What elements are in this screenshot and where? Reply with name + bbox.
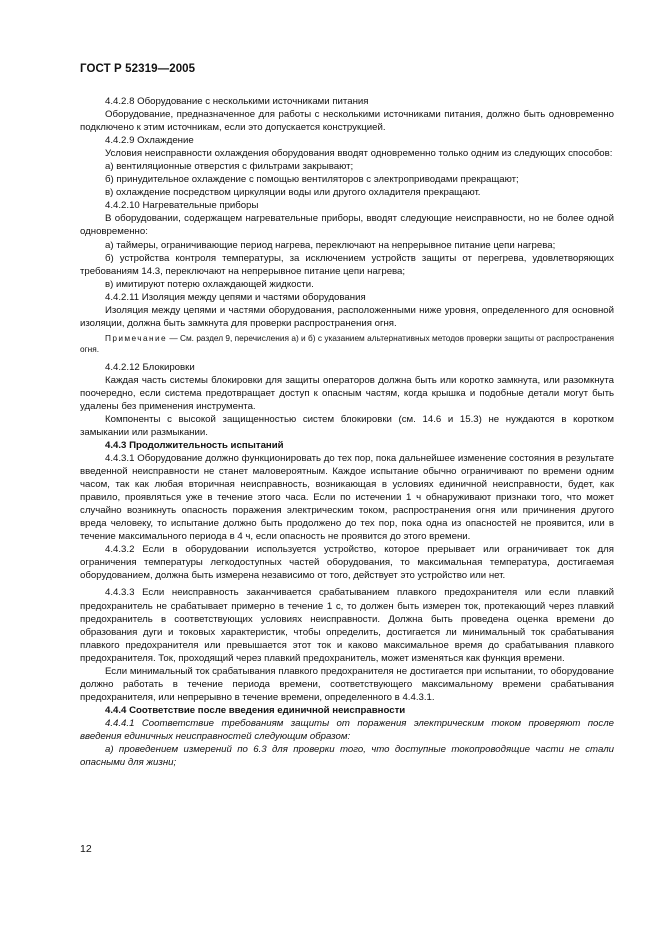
paragraph: в) имитируют потерю охлаждающей жидкости. [105,278,314,290]
paragraph: б) принудительное охлаждение с помощью вентиляторов с электроприводами прекращают; [105,174,519,186]
paragraph: 4.4.2.12 Блокировки [105,361,195,373]
paragraph: в) охлаждение посредством циркуляции воды или другого охладителя прекращают. [105,187,481,199]
paragraph: 4.4.3 Продолжительность испытаний [105,439,284,451]
paragraph: В оборудовании, содержащем нагревательные приборы, вводят следующие неисправности, но не более одной одновременно: [80,213,614,238]
paragraph: Компоненты с высокой защищенностью систем блокировки (см. 14.6 и 15.3) не нуждаются в коротком замыкании или размыкании. [80,413,614,438]
document-body [80,95,614,769]
note-label: Примечание [105,332,168,343]
document-header: ГОСТ Р 52319—2005 [80,63,196,75]
paragraph: Каждая часть системы блокировки для защиты операторов должна быть или коротко замкнута, или разомкнута поочередно, если система предотвращает доступ к опасным частям, когда крышка и подобные детали могут быть удалены без применения инструмента. [80,374,614,412]
page-number: 12 [80,843,92,855]
paragraph: а) вентиляционные отверстия с фильтрами закрывают; [105,161,354,173]
paragraph: 4.4.3.1 Оборудование должно функционировать до тех пор, пока дальнейшее изменение состояния в результате введенной неисправности не станет маловероятным. Каждое испытание обычно ограничивают по времени одним часом, так как любая вторичная неисправность, возникающая в условиях единичной неисправности, будет, как правило, проявляться уже в течение этого часа. Если по истечении 1 ч обнаруживают признаки того, что может случайно возникнуть опасность поражения электрическим током, распространения огня или причинения другого вреда человеку, то испытание должно быть продолжено до тех пор, пока одна из опасностей не проявится, или в течение максимального периода в 4 ч, если опасность не проявится до этого времени. [80,452,614,543]
paragraph: а) таймеры, ограничивающие период нагрева, переключают на непрерывное питание цепи нагрева; [105,239,556,251]
paragraph: Изоляция между цепями и частями оборудования, расположенными ниже уровня, определенного для основной изоляции, должна быть замкнута для проверки распространения огня. [80,304,614,329]
paragraph: Оборудование, предназначенное для работы с несколькими источниками питания, должно быть одновременно подключено к этим источникам, если это допускается конструкцией. [80,109,614,134]
note-text: — См. раздел 9, перечисления а) и б) с указанием альтернативных методов проверки защиты от распространения огня. [80,332,614,355]
paragraph: 4.4.4 Соответствие после введения единичной неисправности [105,704,406,716]
section-first [80,95,614,330]
paragraph: 4.4.4.1 Соответствие требованиям защиты от поражения электрическим током проверяют после введения единичных неисправностей следующим образом: [80,717,614,742]
note-paragraph [80,333,614,356]
paragraph: 4.4.2.8 Оборудование с несколькими источниками питания [105,96,369,107]
paragraph: 4.4.3.2 Если в оборудовании используется устройство, которое прерывает или ограничивает ток для ограничения температуры легкодоступных частей оборудования, то максимальная температура, достигаемая оборудованием, должна быть измерена независимо от того, действует это устройство или нет. [80,544,614,582]
paragraph: 4.4.3.3 Если неисправность заканчивается срабатыванием плавкого предохранителя или если плавкий предохранитель не срабатывает примерно в течение 1 с, то должен быть измерен ток, протекающий через плавкий предохранитель в соответствующих условиях неисправности. Должна быть проведена оценка времени до образования дуги и токовых характеристик, чтобы определить, достигается ли минимальный ток срабатывания плавкого предохранителя или превышается этот ток и каково максимальное время до срабатывания плавкого предохранителя. Ток, проходящий через плавкий предохранитель, может изменяться как функция времени. [80,587,614,664]
paragraph: 4.4.2.10 Нагревательные приборы [105,200,259,212]
paragraph: б) устройства контроля температуры, за исключением устройств защиты от перегрева, удовлетворяющих требованиям 14.3, переключают на непрерывное питание цепи нагрева; [80,252,614,277]
paragraph: Условия неисправности охлаждения оборудования вводят одновременно только одним из следующих способов: [105,148,613,160]
section-second [80,361,614,769]
paragraph: 4.4.2.11 Изоляция между цепями и частями оборудования [105,291,366,303]
paragraph: 4.4.2.9 Охлаждение [105,135,194,147]
paragraph: а) проведением измерений по 6.3 для проверки того, что доступные токопроводящие части не стали опасными для жизни; [80,744,614,769]
paragraph: Если минимальный ток срабатывания плавкого предохранителя не достигается при испытании, то оборудование должно работать в течение периода времени, соответствующего максимальному времени срабатывания предохранителя, или непрерывно в течение времени, определенного в 4.4.3.1. [80,665,614,703]
